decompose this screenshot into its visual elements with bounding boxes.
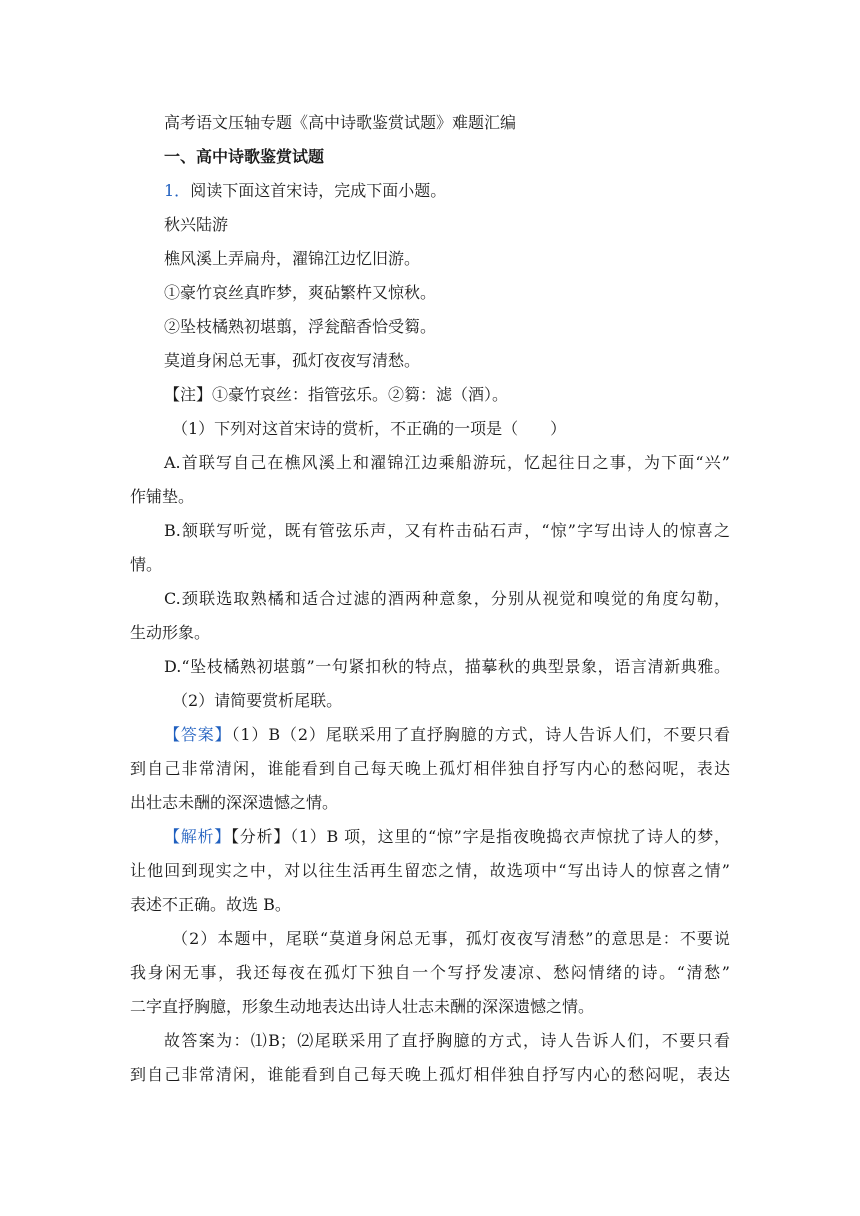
final-answer-line-1: 故答案为：⑴B；⑵尾联采用了直抒胸臆的方式，诗人告诉人们，不要只看 — [164, 1031, 730, 1050]
option-c-line-1: C.颈联选取熟橘和适合过滤的酒两种意象，分别从视觉和嗅觉的角度勾勒， — [164, 589, 730, 608]
explain-line-1: （2）本题中，尾联“莫道身闲总无事，孤灯夜夜写清愁”的意思是：不要说 — [172, 929, 730, 948]
answer-label: 【答案】 — [164, 725, 232, 744]
option-c-line-2: 生动形象。 — [130, 623, 211, 642]
poem-title: 秋兴陆游 — [164, 215, 229, 234]
analysis-line-2: 让他回到现实之中，对以往生活再生留恋之情，故选项中“写出诗人的惊喜之情” — [130, 861, 730, 880]
analysis-label: 【解析】 — [164, 827, 232, 846]
final-answer-line-2: 到自己非常清闲，谁能看到自己每天晚上孤灯相伴独自抒写内心的愁闷呢，表达 — [130, 1065, 730, 1084]
analysis-line-3: 表述不正确。故选 B。 — [130, 895, 291, 914]
answer-text-1: （1）B（2）尾联采用了直抒胸臆的方式，诗人告诉人们，不要只看 — [231, 725, 730, 744]
question-1 — [130, 174, 730, 208]
poem-line-4: 莫道身闲总无事，孤灯夜夜写清愁。 — [164, 351, 421, 370]
option-b-line-1: B.颔联写听觉，既有管弦乐声，又有杵击砧石声，“惊”字写出诗人的惊喜之 — [164, 521, 730, 540]
document-title: 高考语文压轴专题《高中诗歌鉴赏试题》难题汇编 — [164, 113, 517, 132]
section-heading: 一、高中诗歌鉴赏试题 — [164, 147, 325, 166]
option-d: D.“坠枝橘熟初堪翦”一句紧扣秋的特点，描摹秋的典型景象，语言清新典雅。 — [164, 657, 730, 676]
poem-line-2: ①豪竹哀丝真昨梦，爽砧繁杵又惊秋。 — [164, 283, 437, 302]
answer-line-1 — [130, 718, 730, 752]
poem-line-1: 樵风溪上弄扁舟，濯锦江边忆旧游。 — [164, 249, 421, 268]
poem-note: 【注】①豪竹哀丝：指管弦乐。②篘：滤（酒）。 — [164, 385, 509, 404]
analysis-line-1 — [130, 820, 730, 854]
explain-line-2: 我身闲无事，我还每夜在孤灯下独自一个写抒发凄凉、愁闷情绪的诗。“清愁” — [130, 963, 730, 982]
sub-question-1: （1）下列对这首宋诗的赏析，不正确的一项是（ ） — [172, 419, 567, 438]
option-a-line-2: 作铺垫。 — [130, 487, 195, 506]
poem-line-3: ②坠枝橘熟初堪翦，浮瓮醅香恰受篘。 — [164, 317, 437, 336]
answer-line-2: 到自己非常清闲，谁能看到自己每天晚上孤灯相伴独自抒写内心的愁闷呢，表达 — [130, 759, 730, 778]
sub-question-2: （2）请简要赏析尾联。 — [172, 691, 343, 710]
explain-line-3: 二字直抒胸臆，形象生动地表达出诗人壮志未酬的深深遗憾之情。 — [130, 997, 595, 1016]
question-number: 1． — [164, 181, 191, 200]
option-b-line-2: 情。 — [130, 555, 163, 574]
answer-line-3: 出壮志未酬的深深遗憾之情。 — [130, 793, 339, 812]
document-page — [130, 106, 730, 1092]
option-a-line-1: A.首联写自己在樵风溪上和濯锦江边乘船游玩，忆起往日之事，为下面“兴” — [164, 453, 730, 472]
question-prompt: 阅读下面这首宋诗，完成下面小题。 — [190, 181, 447, 200]
analysis-text-1: 【分析】（1）B 项，这里的“惊”字是指夜晚捣衣声惊扰了诗人的梦， — [231, 827, 730, 846]
